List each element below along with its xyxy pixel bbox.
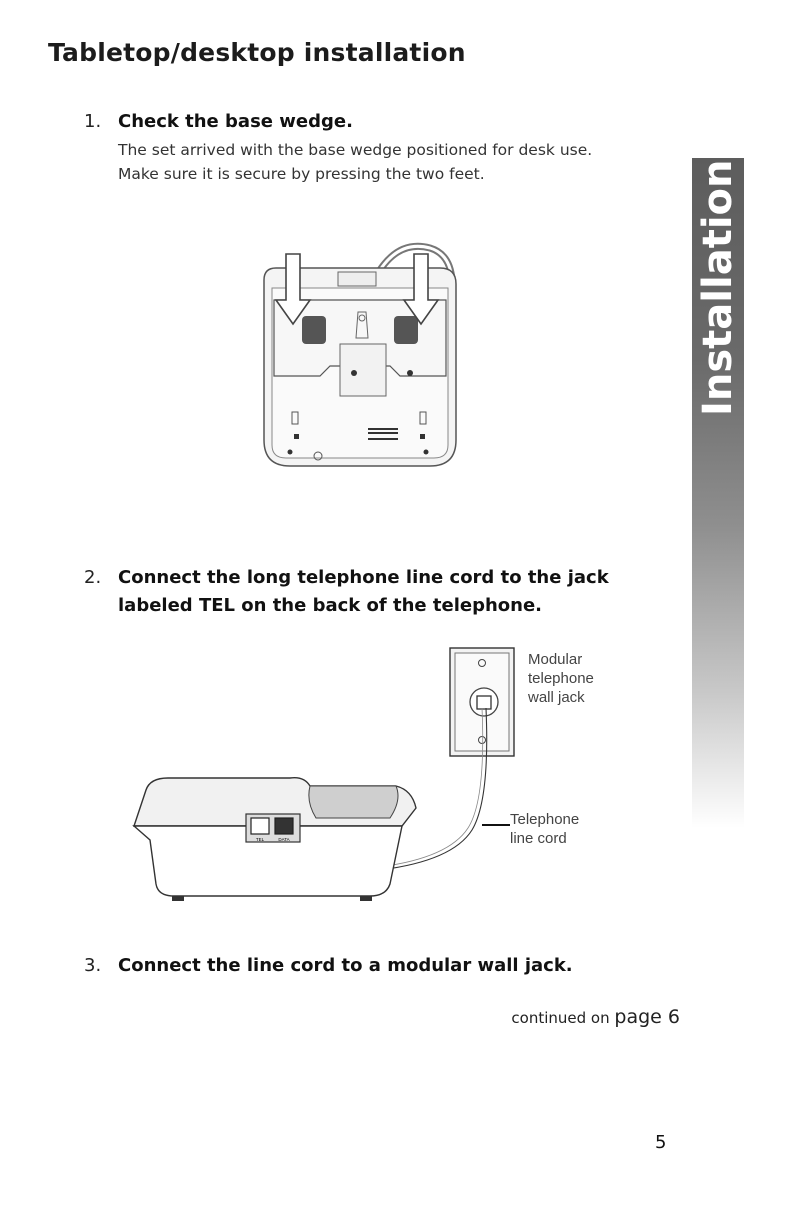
step-title: Connect the line cord to a modular wall jack. — [118, 955, 573, 976]
page-title: Tabletop/desktop installation — [48, 38, 466, 67]
step-body-line: Make sure it is secure by pressing the two feet. — [118, 165, 485, 183]
step-body-line: The set arrived with the base wedge positioned for desk use. — [118, 141, 593, 159]
step-number: 3. — [84, 955, 102, 976]
section-side-tab — [692, 158, 744, 828]
jack-tel-label: TEL — [255, 837, 265, 842]
jack-data-label: DATA — [278, 837, 290, 842]
continued-page: page 6 — [614, 1006, 680, 1028]
step-title: labeled TEL on the back of the telephone. — [118, 595, 543, 616]
base-wedge-illustration — [250, 240, 470, 484]
continued-note — [511, 1006, 680, 1028]
continued-prefix: continued on — [511, 1009, 610, 1027]
line-cord-illustration — [120, 640, 620, 924]
cord-label-line: Telephone — [510, 811, 580, 828]
wall-jack-label-line: telephone — [528, 670, 594, 687]
wall-jack-label-line: Modular — [528, 651, 583, 668]
page-number: 5 — [655, 1132, 667, 1153]
cord-label-line: line cord — [510, 830, 567, 847]
step-number: 2. — [84, 567, 102, 588]
step-title: Check the base wedge. — [118, 111, 353, 132]
side-tab-label: Installation — [695, 159, 741, 417]
step-1 — [84, 108, 684, 186]
wall-jack-label-line: wall jack — [528, 689, 585, 706]
step-3 — [84, 952, 684, 980]
step-2 — [84, 564, 684, 620]
step-number: 1. — [84, 111, 102, 132]
step-title: Connect the long telephone line cord to the jack — [118, 567, 609, 588]
